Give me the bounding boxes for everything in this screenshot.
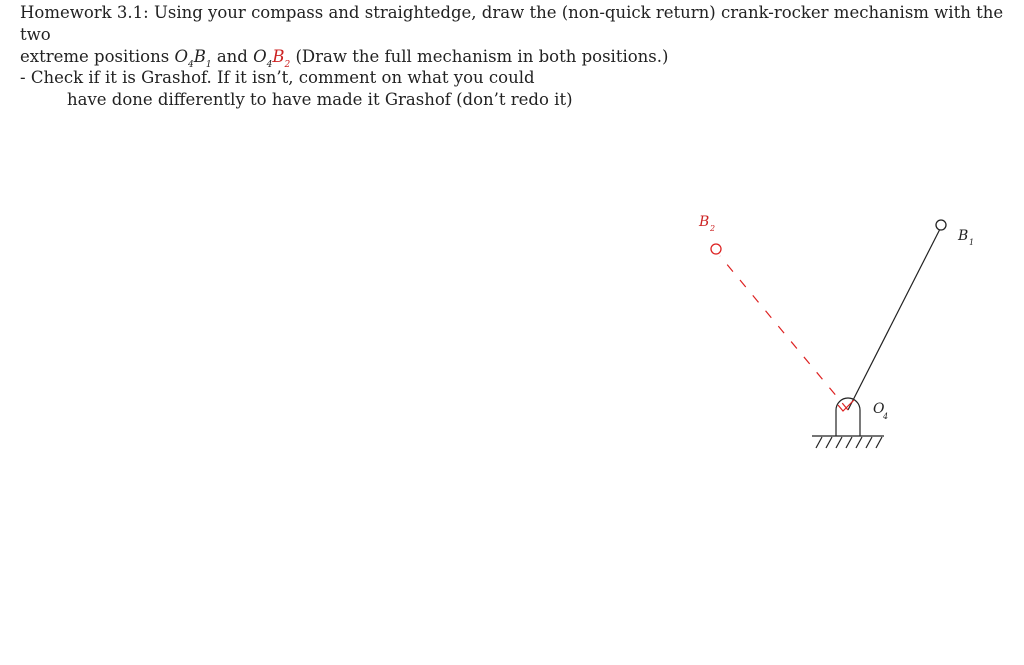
and-text: and (211, 47, 254, 66)
ground-hatch (876, 437, 882, 448)
o4-subscript: 4 (187, 60, 194, 70)
label-o4-sub: 4 (883, 412, 889, 421)
rocker-link-position-1 (848, 229, 940, 410)
ground-hatch (816, 437, 822, 448)
task-line-2: have done differently to have made it Grashof (don’t redo it) (67, 90, 573, 109)
label-b2-sub: 2 (710, 224, 716, 233)
pivot-tick-mark (838, 400, 854, 411)
b1-subscript: 1 (205, 60, 212, 70)
prompt-line-1: Homework 3.1: Using your compass and straightedge, draw the (non-quick return) crank-rocker mechanism with the two (20, 3, 1004, 44)
prompt-line-2-end: (Draw the full mechanism in both positions.) (290, 47, 669, 66)
label-b1: B (958, 228, 969, 244)
ground-hatch (846, 437, 852, 448)
ground-symbol (812, 436, 884, 448)
b2-subscript: 2 (284, 60, 291, 70)
prompt-line-2-start: extreme positions (20, 47, 175, 66)
label-b2: B (699, 214, 710, 230)
rocker-link-position-2 (720, 256, 848, 410)
ground-hatch (826, 437, 832, 448)
task-line-1: - Check if it is Grashof. If it isn’t, comment on what you could (20, 68, 535, 87)
b2-symbol: B (272, 47, 285, 66)
joint-b2 (711, 244, 721, 254)
label-o4: O (873, 401, 885, 417)
ground-hatch (836, 437, 842, 448)
ground-hatch (866, 437, 872, 448)
b1-symbol: B (193, 47, 206, 66)
o4-subscript-2: 4 (266, 60, 273, 70)
pivot-bracket (836, 398, 860, 436)
label-b1-sub: 1 (969, 238, 975, 247)
o4-symbol: O (174, 47, 188, 66)
o4-symbol-2: O (253, 47, 267, 66)
ground-hatch (856, 437, 862, 448)
joint-b1 (936, 220, 946, 230)
